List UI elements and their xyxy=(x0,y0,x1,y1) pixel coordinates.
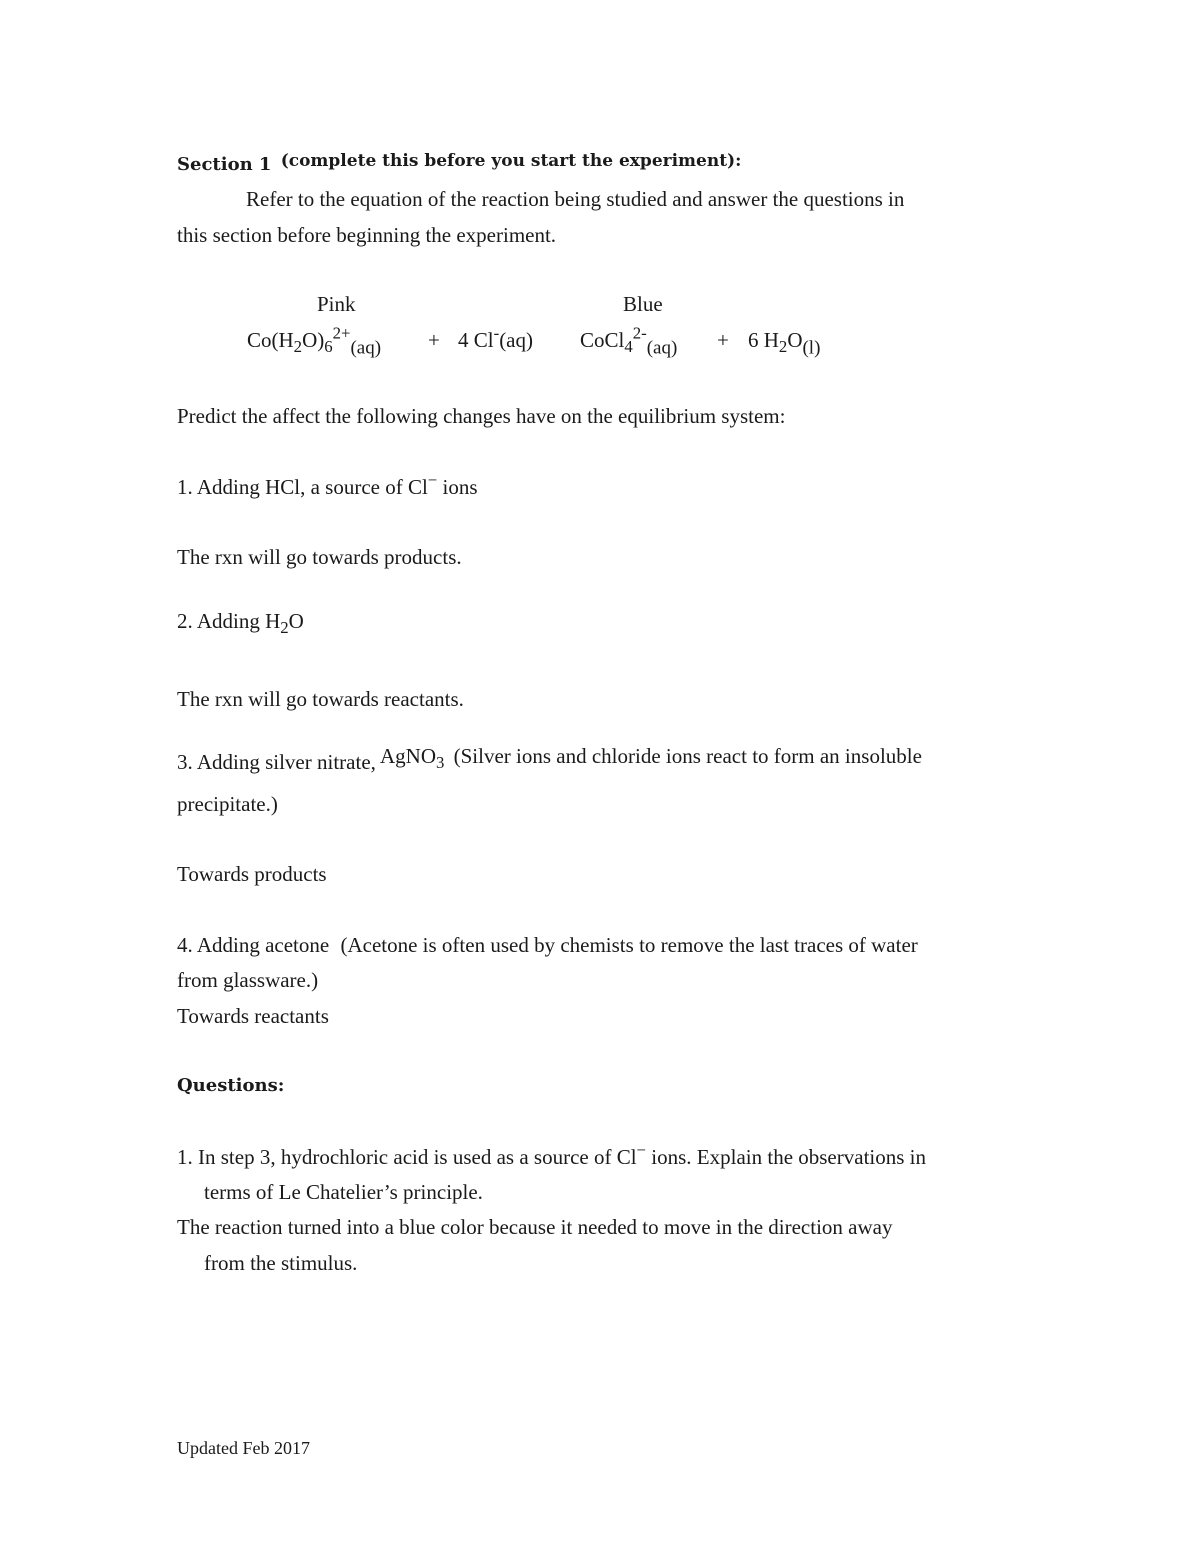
equation-label-blue: Blue xyxy=(623,292,663,316)
item-3-answer: Towards products xyxy=(177,862,327,886)
equation-product-complex: CoCl$_4^{2-}_{(aq)}$ xyxy=(580,323,678,359)
item-3-note-line-2: precipitate.) xyxy=(177,792,278,816)
question-1-answer-line-2: from the stimulus. xyxy=(204,1251,358,1275)
item-1-question: 1. Adding HCl, a source of Cl− ions xyxy=(177,470,478,499)
item-4-note-line-2: from glassware.) xyxy=(177,968,319,992)
section-subtitle: (complete this before you start the experiment): xyxy=(280,151,742,171)
silver-nitrate-formula: AgNO$_3$ xyxy=(379,744,445,773)
question-1-line-1: 1. In step 3, hydrochloric acid is used as a source of Cl− ions. Explain the observations in xyxy=(177,1140,926,1169)
question-1-line-2: terms of Le Chatelier’s principle. xyxy=(204,1180,483,1204)
equation-label-pink: Pink xyxy=(317,292,356,316)
item-3-question: 3. Adding silver nitrate, AgNO$_3$ (Silver ions and chloride ions react to form an insoluble xyxy=(177,744,922,774)
questions-heading: Questions: xyxy=(177,1075,285,1096)
item-1-answer: The rxn will go towards products. xyxy=(177,545,462,569)
section-heading xyxy=(177,153,741,174)
section-title: Section 1 xyxy=(177,154,272,175)
equation-reactant-chloride: 4 Cl-(aq) xyxy=(458,323,533,352)
item-2-answer: The rxn will go towards reactants. xyxy=(177,687,464,711)
equation-product-water: 6 $H_2O_{(l)}$ xyxy=(748,328,821,359)
item-4-question: 4. Adding acetone (Acetone is often used by chemists to remove the last traces of water xyxy=(177,933,918,957)
question-1-answer-line-1: The reaction turned into a blue color because it needed to move in the direction away xyxy=(177,1215,893,1239)
intro-line-2: this section before beginning the experiment. xyxy=(177,223,557,247)
footer-updated: Updated Feb 2017 xyxy=(177,1438,310,1458)
item-4-answer: Towards reactants xyxy=(177,1004,329,1028)
equation-plus-2: + xyxy=(717,328,729,352)
intro-line-1: Refer to the equation of the reaction being studied and answer the questions in xyxy=(246,187,905,211)
equation-reactant-complex: $Co(H_2O)_6^{2+}_{(aq)}$ xyxy=(247,323,382,359)
equation-plus-1: + xyxy=(428,328,440,352)
item-2-question: 2. Adding $H_2O$ xyxy=(177,609,304,638)
predict-prompt: Predict the affect the following changes have on the equilibrium system: xyxy=(177,404,786,428)
